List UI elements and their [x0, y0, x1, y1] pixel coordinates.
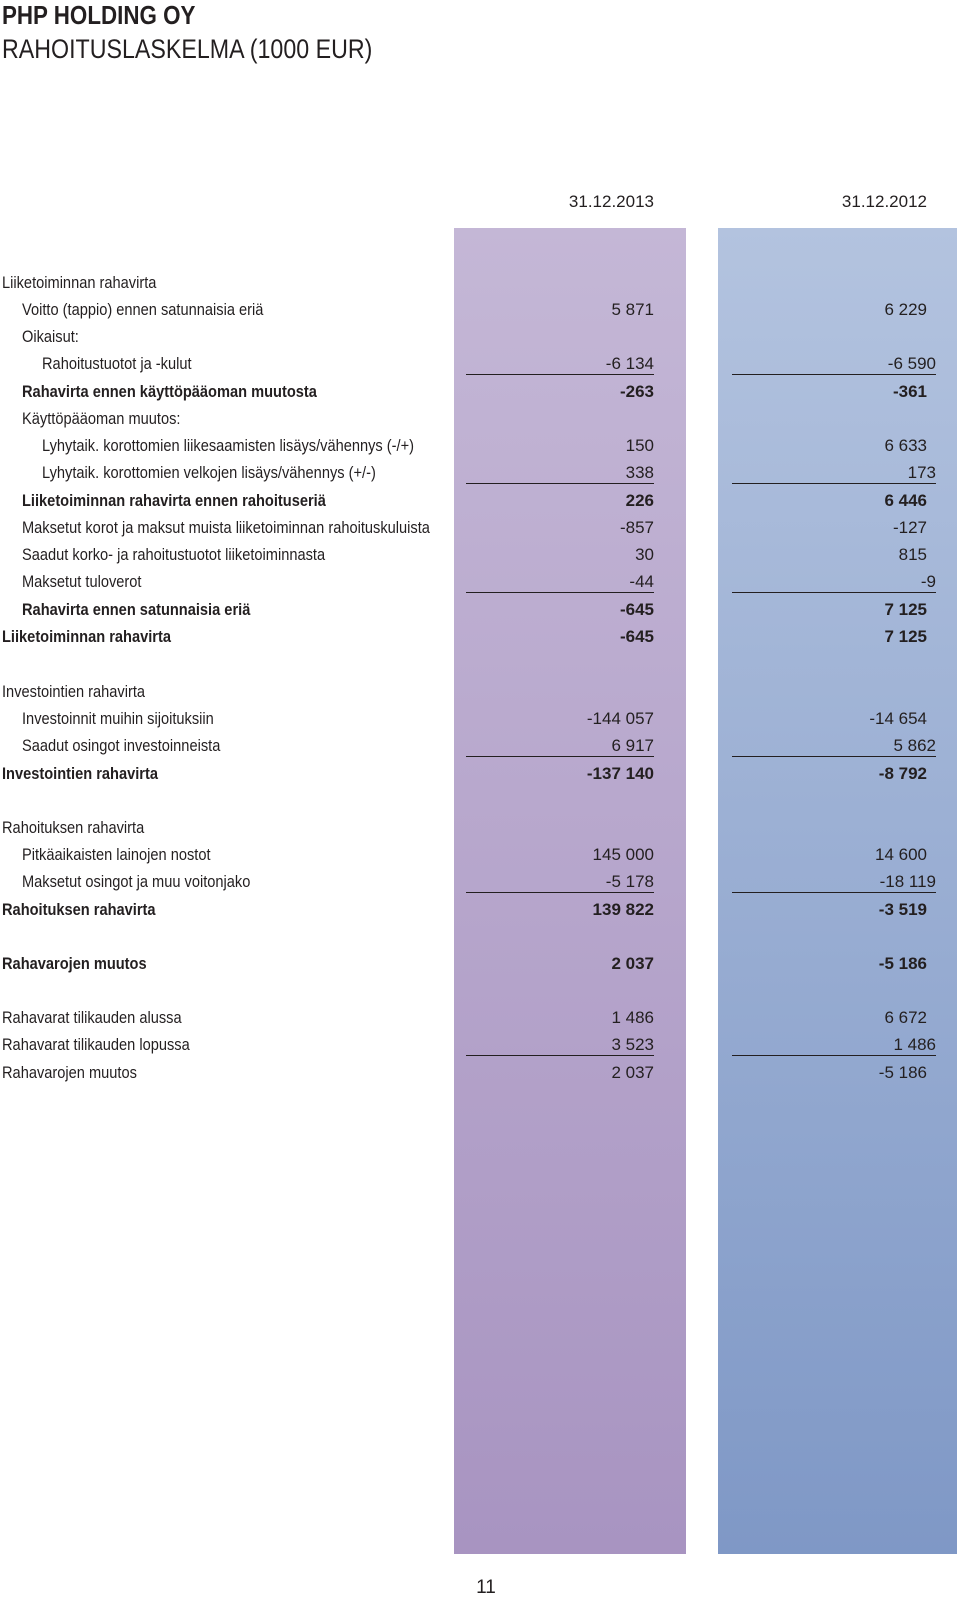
value-2013: 2 037 [611, 1063, 654, 1082]
value-2012: 173 [732, 463, 936, 484]
row-label: Rahavarat tilikauden lopussa [2, 1035, 190, 1054]
value-2012: 6 672 [884, 1008, 927, 1027]
table-row [0, 409, 960, 433]
value-2013: -44 [466, 572, 654, 593]
table-row [0, 1063, 960, 1087]
value-2013: 1 486 [611, 1008, 654, 1027]
value-2012: -6 590 [732, 354, 936, 375]
company-name: PHP HOLDING OY [2, 0, 196, 30]
row-label: Liiketoiminnan rahavirta [2, 627, 171, 646]
column-header-2013: 31.12.2013 [568, 192, 654, 211]
row-label: Käyttöpääoman muutos: [22, 409, 181, 428]
table-row [0, 545, 960, 569]
row-label: Maksetut korot ja maksut muista liiketoiminnan rahoituskuluista [22, 518, 430, 537]
table-row [0, 491, 960, 515]
row-label: Maksetut tuloverot [22, 572, 142, 591]
value-2012: 6 229 [884, 300, 927, 319]
table-row [0, 572, 960, 596]
value-2012: 815 [898, 545, 927, 564]
table-row [0, 872, 960, 896]
value-2012: -18 119 [732, 872, 936, 893]
table-row [0, 1035, 960, 1059]
value-2013: 2 037 [611, 954, 654, 973]
table-row [0, 1008, 960, 1032]
row-label: Investoinnit muihin sijoituksiin [22, 709, 214, 728]
value-2012: -3 519 [878, 900, 927, 919]
table-row [0, 273, 960, 297]
value-2012: 14 600 [875, 845, 927, 864]
value-2012: -14 654 [869, 709, 927, 728]
column-header-2012: 31.12.2012 [841, 192, 927, 211]
value-2013: 30 [635, 545, 654, 564]
value-2012: -5 186 [878, 954, 927, 973]
table-row [0, 845, 960, 869]
row-label: Liiketoiminnan rahavirta ennen rahoituseriä [22, 491, 326, 510]
row-label: Rahavarojen muutos [2, 954, 147, 973]
row-label: Voitto (tappio) ennen satunnaisia eriä [22, 300, 264, 319]
row-label: Saadut korko- ja rahoitustuotot liiketoiminnasta [22, 545, 326, 564]
value-2012: -8 792 [878, 764, 927, 783]
value-2013: 338 [466, 463, 654, 484]
row-label: Rahoituksen rahavirta [2, 818, 145, 837]
value-2013: -137 140 [586, 764, 654, 783]
page-number: 11 [476, 1577, 496, 1598]
table-row [0, 682, 960, 706]
value-2012: -5 186 [878, 1063, 927, 1082]
table-row [0, 436, 960, 460]
row-label: Saadut osingot investoinneista [22, 736, 221, 755]
value-2012: 1 486 [732, 1035, 936, 1056]
value-2013: 3 523 [466, 1035, 654, 1056]
table-row [0, 600, 960, 624]
row-label: Oikaisut: [22, 327, 79, 346]
value-2013: -857 [619, 518, 654, 537]
value-2013: 150 [625, 436, 654, 455]
table-row [0, 518, 960, 542]
table-row [0, 463, 960, 487]
value-2013: -263 [619, 382, 654, 401]
row-label: Maksetut osingot ja muu voitonjako [22, 872, 251, 891]
table-row [0, 900, 960, 924]
table-row [0, 709, 960, 733]
table-row [0, 764, 960, 788]
table-row [0, 627, 960, 651]
row-label: Rahoitustuotot ja -kulut [42, 354, 192, 373]
value-2012: -361 [892, 382, 927, 401]
row-label: Rahavirta ennen käyttöpääoman muutosta [22, 382, 317, 401]
value-2012: 6 446 [884, 491, 927, 510]
value-2013: 139 822 [592, 900, 654, 919]
row-label: Rahavarojen muutos [2, 1063, 137, 1082]
table-row [0, 300, 960, 324]
value-2012: 7 125 [884, 627, 927, 646]
value-2013: 226 [625, 491, 654, 510]
row-label: Pitkäaikaisten lainojen nostot [22, 845, 211, 864]
value-2012: -9 [732, 572, 936, 593]
table-row [0, 327, 960, 351]
row-label: Rahavarat tilikauden alussa [2, 1008, 182, 1027]
value-2012: 5 862 [732, 736, 936, 757]
row-label: Lyhytaik. korottomien velkojen lisäys/vähennys (+/-) [42, 463, 376, 482]
table-row [0, 736, 960, 760]
table-row [0, 818, 960, 842]
row-label: Lyhytaik. korottomien liikesaamisten lisäys/vähennys (-/+) [42, 436, 415, 455]
value-2013: -144 057 [586, 709, 654, 728]
table-row [0, 954, 960, 978]
value-2012: 6 633 [884, 436, 927, 455]
table-row [0, 382, 960, 406]
row-label: Rahavirta ennen satunnaisia eriä [22, 600, 251, 619]
table-row [0, 354, 960, 378]
value-2013: -6 134 [466, 354, 654, 375]
value-2013: 6 917 [466, 736, 654, 757]
value-2013: -645 [619, 600, 654, 619]
value-2013: -645 [619, 627, 654, 646]
page-title: RAHOITUSLASKELMA (1000 EUR) [2, 34, 373, 64]
value-2013: -5 178 [466, 872, 654, 893]
value-2012: -127 [892, 518, 927, 537]
row-label: Investointien rahavirta [2, 764, 158, 783]
row-label: Liiketoiminnan rahavirta [2, 273, 157, 292]
value-2012: 7 125 [884, 600, 927, 619]
value-2013: 145 000 [592, 845, 654, 864]
row-label: Investointien rahavirta [2, 682, 146, 701]
value-2013: 5 871 [611, 300, 654, 319]
row-label: Rahoituksen rahavirta [2, 900, 156, 919]
